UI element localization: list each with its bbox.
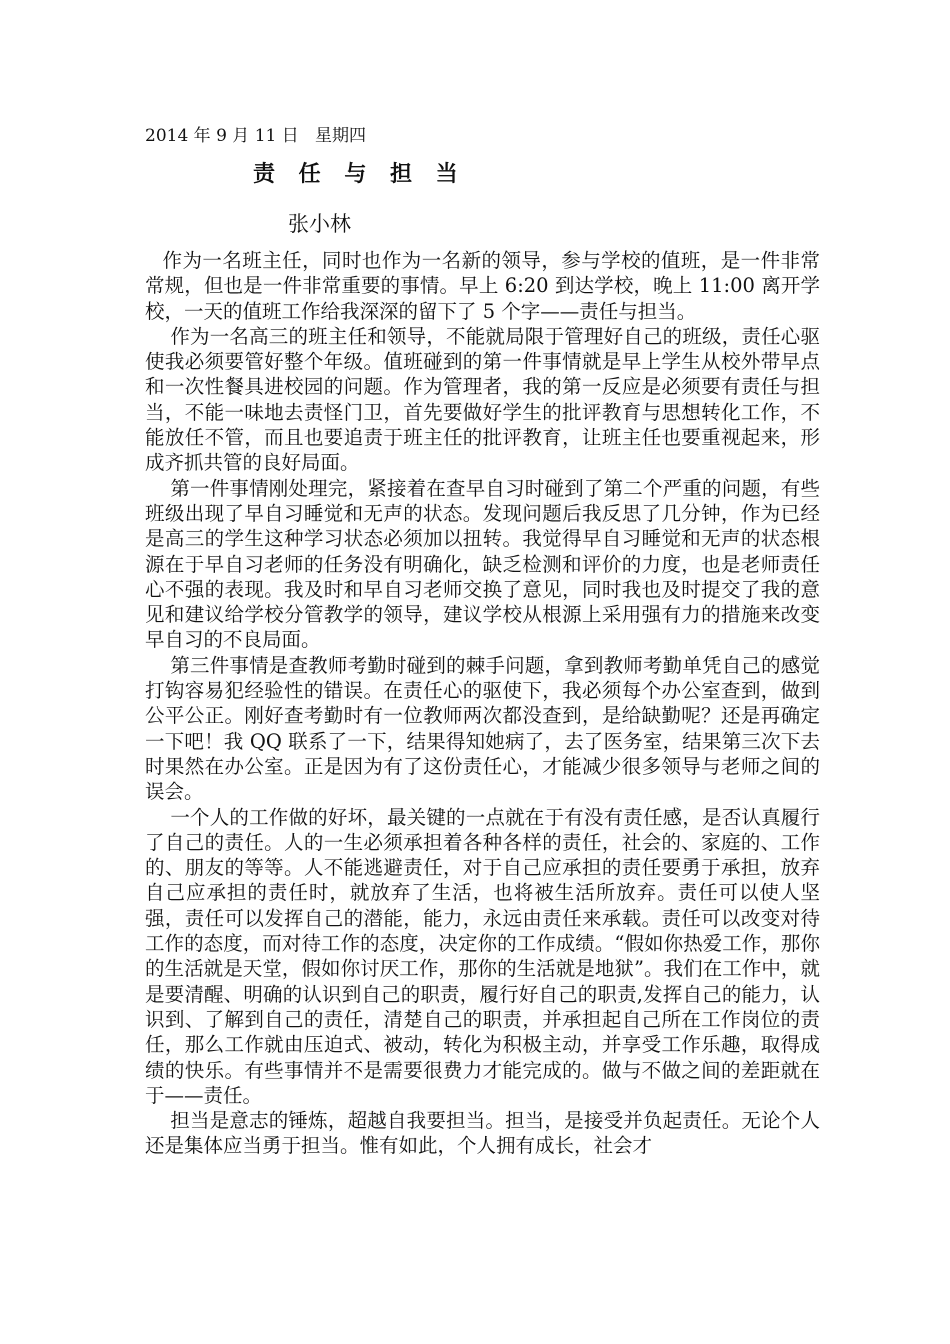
paragraph: 第三件事情是查教师考勤时碰到的棘手问题，拿到教师考勤单凭自己的感觉打钩容易犯经验性的错误。在责任心的驱使下，我必须每个办公室查到，做到公平公正。刚好查考勤时有一位教师两次都没查到，是给缺勤呢？还是再确定一下吧！我 QQ 联系了一下，结果得知她病了，去了医务室，结果第三次下去时果然在办公室。正是因为有了这份责任心，才能减少很多领导与老师之间的误会。 <box>145 653 820 804</box>
document-body <box>145 248 820 1159</box>
paragraph: 第一件事情刚处理完，紧接着在查早自习时碰到了第二个严重的问题，有些班级出现了早自习睡觉和无声的状态。发现问题后我反思了几分钟，作为已经是高三的学生这种学习状态必须加以扭转。我觉得早自习睡觉和无声的状态根源在于早自习老师的任务没有明确化，缺乏检测和评价的力度，也是老师责任心不强的表现。我及时和早自习老师交换了意见，同时我也及时提交了我的意见和建议给学校分管教学的领导，建议学校从根源上采用强有力的措施来改变早自习的不良局面。 <box>145 476 820 652</box>
paragraph: 担当是意志的锤炼，超越自我要担当。担当，是接受并负起责任。无论个人还是集体应当勇于担当。惟有如此，个人拥有成长，社会才 <box>145 1109 820 1158</box>
paragraph: 一个人的工作做的好坏，最关键的一点就在于有没有责任感，是否认真履行了自己的责任。人的一生必须承担着各种各样的责任，社会的、家庭的、工作的、朋友的等等。人不能逃避责任，对于自己应承担的责任要勇于承担，放弃自己应承担的责任时，就放弃了生活，也将被生活所放弃。责任可以使人坚强，责任可以发挥自己的潜能，能力，永远由责任来承载。责任可以改变对待工作的态度，而对待工作的态度，决定你的工作成绩。“假如你热爱工作，那你的生活就是天堂，假如你讨厌工作，那你的生活就是地狱”。我们在工作中，就是要清醒、明确的认识到自己的职责，履行好自己的职责,发挥自己的能力，认识到、了解到自己的责任，清楚自己的职责，并承担起自己所在工作岗位的责任，那么工作就由压迫式、被动，转化为积极主动，并享受工作乐趣，取得成绩的快乐。有些事情并不是需要很费力才能完成的。做与不做之间的差距就在于——责任。 <box>145 805 820 1107</box>
document-date: 2014 年 9 月 11 日 星期四 <box>145 126 366 146</box>
paragraph: 作为一名高三的班主任和领导，不能就局限于管理好自己的班级，责任心驱使我必须要管好整个年级。值班碰到的第一件事情就是早上学生从校外带早点和一次性餐具进校园的问题。作为管理者，我的第一反应是必须要有责任与担当，不能一味地去责怪门卫，首先要做好学生的批评教育与思想转化工作，不能放任不管，而且也要追责于班主任的批评教育，让班主任也要重视起来，形成齐抓共管的良好局面。 <box>145 324 820 475</box>
document-title: 责 任 与 担 当 <box>253 161 466 187</box>
document-author: 张小林 <box>288 212 351 236</box>
paragraph: 作为一名班主任，同时也作为一名新的领导，参与学校的值班，是一件非常常规，但也是一件非常重要的事情。早上 6:20 到达学校，晚上 11:00 离开学校，一天的值班工作给我深深的留下了 5 个字——责任与担当。 <box>145 249 820 323</box>
